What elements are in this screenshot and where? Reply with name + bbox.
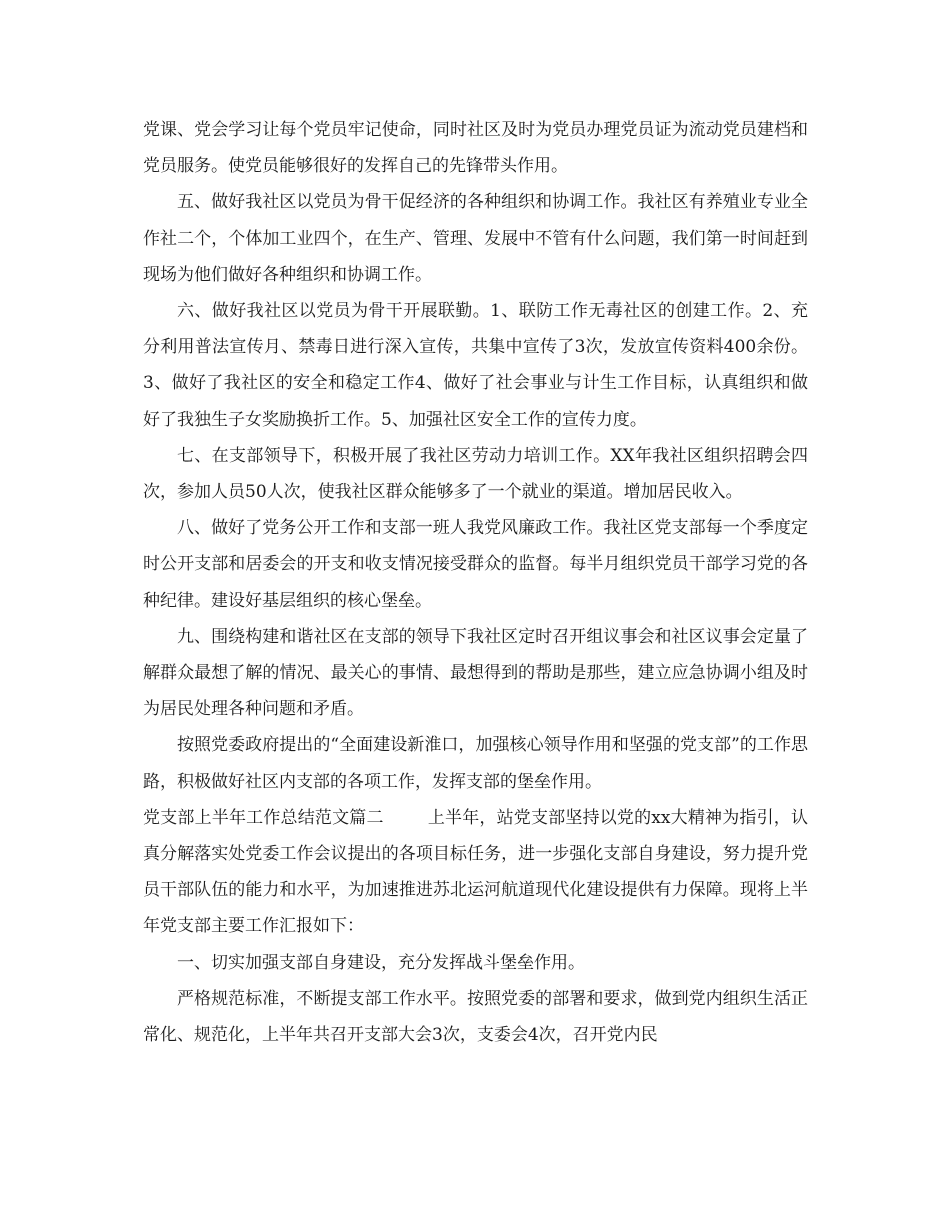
- paragraph-item-seven: 七、在支部领导下，积极开展了我社区劳动力培训工作。XX年我社区组织招聘会四次，参加人员50人次，使我社区群众能够多了一个就业的渠道。增加居民收入。: [143, 445, 808, 503]
- paragraph-item-eight: 八、做好了党务公开工作和支部一班人我党风廉政工作。我社区党支部每一个季度定时公开支部和居委会的开支和收支情况接受群众的监督。每半月组织党员干部学习党的各种纪律。建设好基层组织的核心堡垒。: [143, 518, 808, 611]
- document-page: [143, 112, 808, 1053]
- paragraph-item-nine: 九、围绕构建和谐社区在支部的领导下我社区定时召开组议事会和社区议事会定量了解群众最想了解的情况、最关心的事情、最想得到的帮助是那些，建立应急协调小组及时为居民处理各种问题和矛盾。: [143, 626, 808, 720]
- paragraph-party-lessons: 党课、党会学习让每个党员牢记使命，同时社区及时为党员办理党员证为流动党员建档和党员服务。使党员能够很好的发挥自己的先锋带头作用。: [143, 120, 808, 177]
- paragraph-section-two: [143, 800, 808, 945]
- paragraph-item-six: 六、做好我社区以党员为骨干开展联勤。1、联防工作无毒社区的创建工作。2、充分利用普法宣传月、禁毒日进行深入宣传，共集中宣传了3次，发放宣传资料400余份。3、做好了我社区的安全和稳定工作4、做好了社会事业与计生工作目标，认真组织和做好了我独生子女奖励换折工作。5、加强社区安全工作的宣传力度。: [143, 301, 808, 430]
- paragraph-item-five: 五、做好我社区以党员为骨干促经济的各种组织和协调工作。我社区有养殖业专业全作社二个，个体加工业四个，在生产、管理、发展中不管有什么问题，我们第一时间赶到现场为他们做好各种组织和协调工作。: [143, 192, 808, 285]
- paragraph-subheading-one: 一、切实加强支部自身建设，充分发挥战斗堡垒作用。: [177, 952, 585, 973]
- paragraph-standards: 严格规范标准，不断提支部工作水平。按照党委的部署和要求，做到党内组织生活正常化、规范化，上半年共召开支部大会3次，支委会4次，召开党内民: [143, 988, 808, 1046]
- section-intro: 上半年，站党支部坚持以党的xx大精神为指引，认真分解落实处党委工作会议提出的各项目标任务，进一步强化支部自身建设，努力提升党员干部队伍的能力和水平，为加速推进苏北运河航道现代化建设提供有力保障。现将上半年党支部主要工作汇报如下：: [143, 807, 808, 937]
- paragraph-summary: 按照党委政府提出的“全面建设新淮口，加强核心领导作用和坚强的党支部”的工作思路，积极做好社区内支部的各项工作，发挥支部的堡垒作用。: [143, 735, 808, 792]
- section-heading: 党支部上半年工作总结范文篇二: [143, 807, 384, 828]
